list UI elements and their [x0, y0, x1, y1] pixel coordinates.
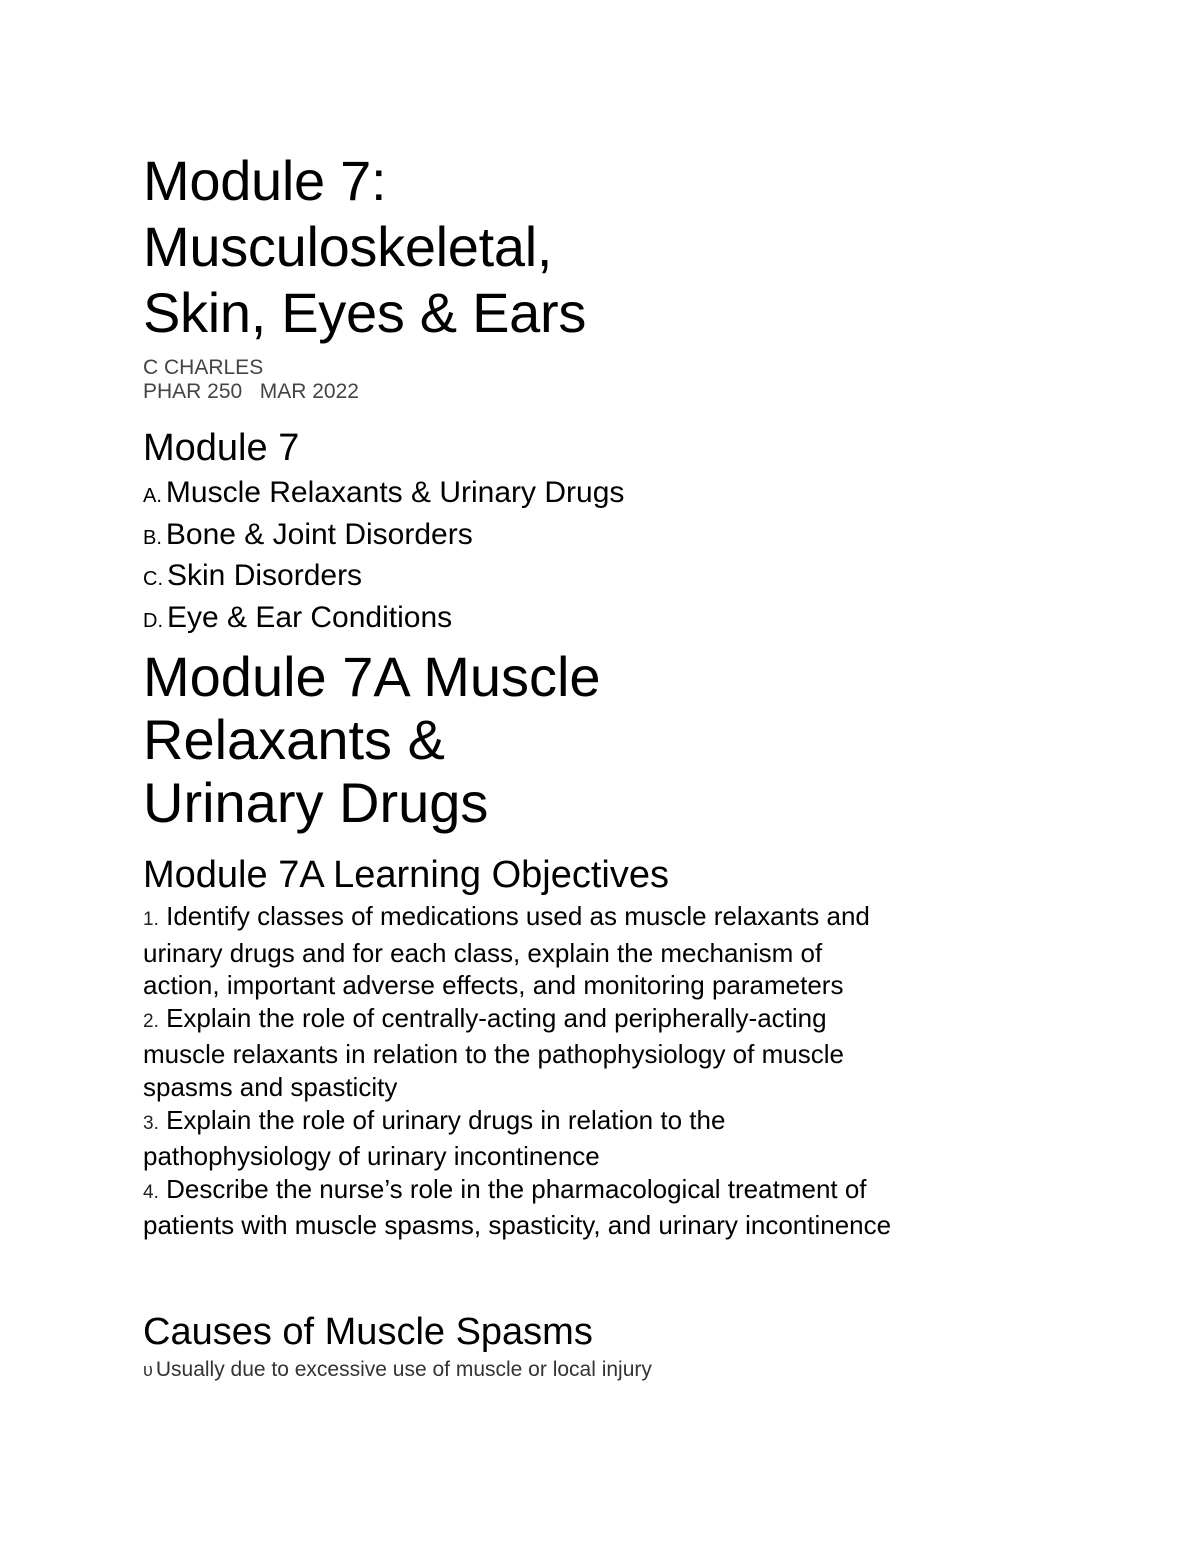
objectives-list: [143, 900, 903, 1242]
outline-marker: A.: [143, 485, 162, 507]
bullet-icon: υ: [143, 1360, 153, 1380]
objective-item: [143, 900, 903, 1002]
section-7a-line-2: Relaxants &: [143, 708, 445, 771]
outline-item: [143, 474, 624, 516]
outline-item-text: Eye & Ear Conditions: [167, 600, 453, 634]
section-7a-title: [143, 645, 601, 834]
objective-item: [143, 1173, 903, 1242]
objective-number: 3.: [143, 1112, 159, 1134]
objective-number: 4.: [143, 1181, 159, 1203]
outline-item: [143, 599, 624, 641]
objective-text: Identify classes of medications used as muscle relaxants and urinary drugs and for each class, explain the mechanism of action, important adverse effects, and monitoring parameters: [143, 901, 870, 1001]
objective-item: [143, 1002, 903, 1104]
objective-text: Explain the role of centrally-acting and peripherally-acting muscle relaxants in relation to the pathophysiology of muscle spasms and spasticity: [143, 1002, 844, 1102]
author-block: [143, 356, 359, 404]
title-line-3: Skin, Eyes & Ears: [143, 281, 587, 344]
causes-list-item: [143, 1356, 652, 1384]
outline-item-text: Skin Disorders: [167, 559, 363, 592]
outline-marker: B.: [143, 526, 162, 549]
section-7a-line-1: Module 7A Muscle: [143, 645, 601, 708]
outline-item-text: Bone & Joint Disorders: [165, 517, 473, 551]
objective-text: Describe the nurse’s role in the pharmacological treatment of patients with muscle spasms, spasticity, and urinary incontinence: [143, 1173, 892, 1241]
objective-item: [143, 1104, 903, 1173]
document-title: [143, 148, 586, 346]
objectives-heading: Module 7A Learning Objectives: [143, 854, 669, 896]
outline-heading: Module 7: [143, 427, 300, 469]
title-line-2: Musculoskeletal,: [143, 215, 553, 278]
causes-heading: Causes of Muscle Spasms: [143, 1311, 593, 1353]
title-line-1: Module 7:: [143, 149, 387, 212]
course-info: PHAR 250 MAR 2022: [143, 380, 359, 403]
outline-item-text: Muscle Relaxants & Urinary Drugs: [165, 476, 625, 509]
objective-number: 2.: [143, 1010, 159, 1032]
section-7a-line-3: Urinary Drugs: [143, 771, 489, 834]
outline-marker: C.: [143, 568, 163, 590]
author-name: C CHARLES: [143, 356, 264, 379]
causes-item-text: Usually due to excessive use of muscle or local injury: [155, 1358, 652, 1381]
outline-list: [143, 474, 624, 640]
outline-item: [143, 516, 624, 558]
outline-item: [143, 557, 624, 599]
objective-text: Explain the role of urinary drugs in relation to the pathophysiology of urinary incontinence: [143, 1104, 726, 1172]
objective-number: 1.: [143, 909, 159, 930]
outline-marker: D.: [143, 609, 163, 632]
